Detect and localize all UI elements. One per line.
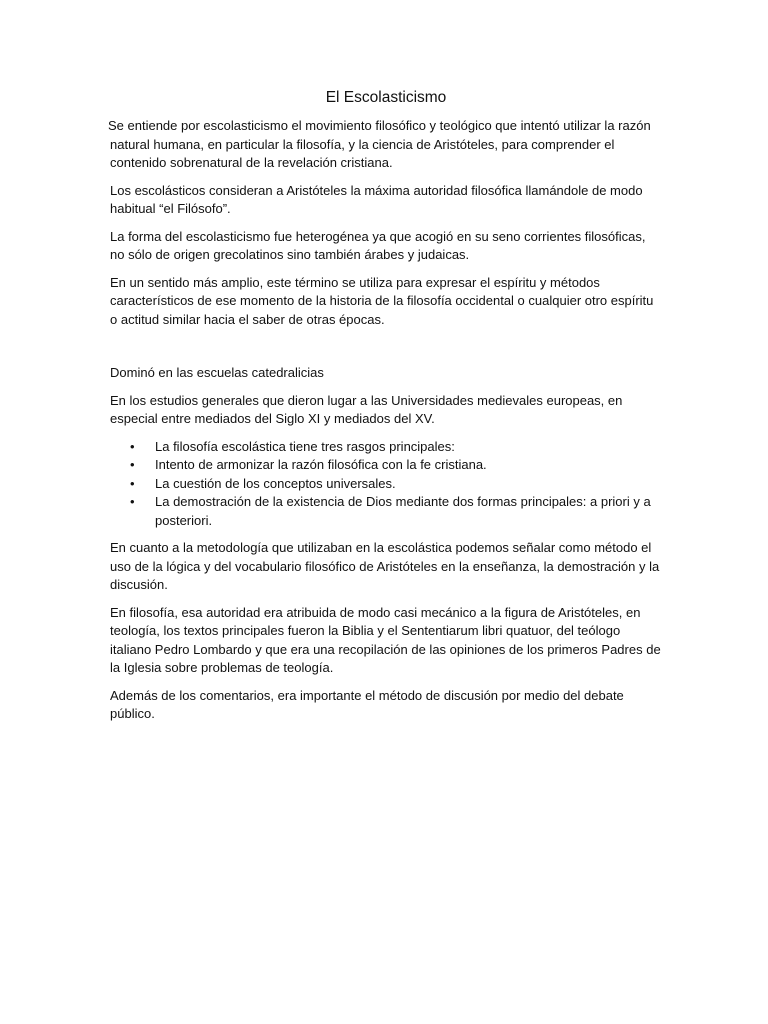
list-item-text: La filosofía escolástica tiene tres rasgos principales: [155, 438, 455, 454]
paragraph-studies: En los estudios generales que dieron lugar a las Universidades medievales europeas, en especial entre mediados del Siglo XI y mediados del XV. [110, 392, 623, 426]
paragraph-heterogeneous-form: La forma del escolasticismo fue heterogénea ya que acogió en su seno corrientes filosóficas, no sólo de origen grecolatinos sino también árabes y judaicas. [110, 228, 646, 262]
paragraph-broader-sense: En un sentido más amplio, este término se utiliza para expresar el espíritu y métodos característicos de ese momento de la historia de la filosofía occidental o cualquier otro espíritu o actitud similar hacia el saber de otras épocas. [110, 274, 654, 327]
paragraph-definition: Se entiende por escolasticismo el movimiento filosófico y teológico que intentó utilizar la razón natural humana, en particular la filosofía, y la ciencia de Aristóteles, para comprender el contenido sobrenatural de la revelación cristiana. [108, 118, 651, 170]
list-item-text: La cuestión de los conceptos universales. [155, 475, 396, 491]
list-item [110, 475, 662, 494]
list-item [110, 493, 662, 530]
list-item [110, 438, 662, 457]
bullet-icon: • [130, 457, 135, 472]
bullet-icon: • [130, 438, 135, 454]
list-item [110, 456, 662, 475]
paragraph-debate: Además de los comentarios, era importante el método de discusión por medio del debate público. [110, 687, 624, 721]
list-item-text: La demostración de la existencia de Dios mediante dos formas principales: a priori y a posteriori. [155, 494, 651, 528]
paragraph-methodology: En cuanto a la metodología que utilizaban en la escolástica podemos señalar como método el uso de la lógica y del vocabulario filosófico de Aristóteles en la enseñanza, la demostración y la discusión. [110, 540, 660, 592]
paragraph-aristotle-authority: Los escolásticos consideran a Aristóteles la máxima autoridad filosófica llamándole de modo habitual “el Filósofo”. [110, 182, 643, 216]
bullet-icon: • [130, 475, 135, 491]
page-title: El Escolasticismo [325, 89, 447, 106]
section-subheading: Dominó en las escuelas catedralicias [110, 365, 324, 380]
features-list [110, 438, 662, 531]
document-body [110, 88, 662, 733]
list-item-text: Intento de armonizar la razón filosófica con la fe cristiana. [155, 457, 487, 472]
section-spacer [110, 338, 662, 364]
paragraph-authority-texts: En filosofía, esa autoridad era atribuida de modo casi mecánico a la figura de Aristóteles, en teología, los textos principales fueron la Biblia y el Sententiarum libri quatuor, del teólogo italiano Pedro Lombardo y que era una recopilación de las opiniones de los primeros Padres de la Iglesia sobre problemas de teología. [110, 604, 661, 675]
bullet-icon: • [130, 494, 135, 509]
